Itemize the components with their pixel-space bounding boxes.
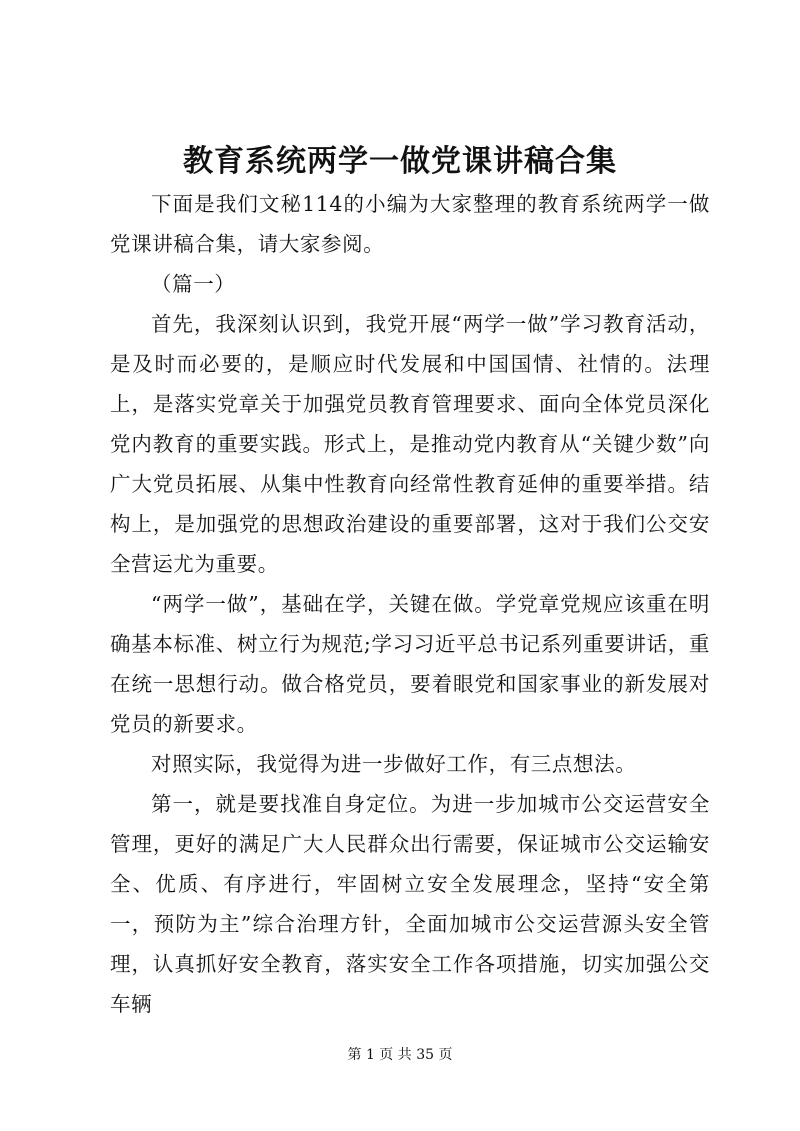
paragraph-third: 对照实际，我觉得为进一步做好工作，有三点想法。 [151,752,637,776]
paragraph-first: 首先，我深刻认识到，我党开展“两学一做”学习教育活动，是及时而必要的，是顺应时代发展和中国国情、社情的。法理上，是落实党章关于加强党员教育管理要求、面向全体党员深化党内教育的重要实践。形式上，是推动党内教育从“关键少数”向广大党员拓展、从集中性教育向经常性教育延伸的重要举措。结构上，是加强党的思想政治建设的重要部署，这对于我们公交安全营运尤为重要。 [110,312,710,576]
paragraph-second: “两学一做”，基础在学，关键在做。学党章党规应该重在明确基本标准、树立行为规范;学习习近平总书记系列重要讲话，重在统一思想行动。做合格党员，要着眼党和国家事业的新发展对党员的新要求。 [110,592,710,736]
paragraph-fourth: 第一，就是要找准自身定位。为进一步加城市公交运营安全管理，更好的满足广大人民群众出行需要，保证城市公交运输安全、优质、有序进行，牢固树立安全发展理念，坚持“安全第一，预防为主”综合治理方针，全面加城市公交运营源头安全管理，认真抓好安全教育，落实安全工作各项措施，切实加强公交车辆 [110,792,710,1016]
paragraph-section-label: （篇一） [151,272,236,296]
page-footer: 第 1 页 共 35 页 [347,1047,453,1063]
paragraph-intro: 下面是我们文秘114的小编为大家整理的教育系统两学一做党课讲稿合集，请大家参阅。 [110,192,710,256]
document-title: 教育系统两学一做党课讲稿合集 [183,144,617,179]
document-body [110,184,710,1024]
